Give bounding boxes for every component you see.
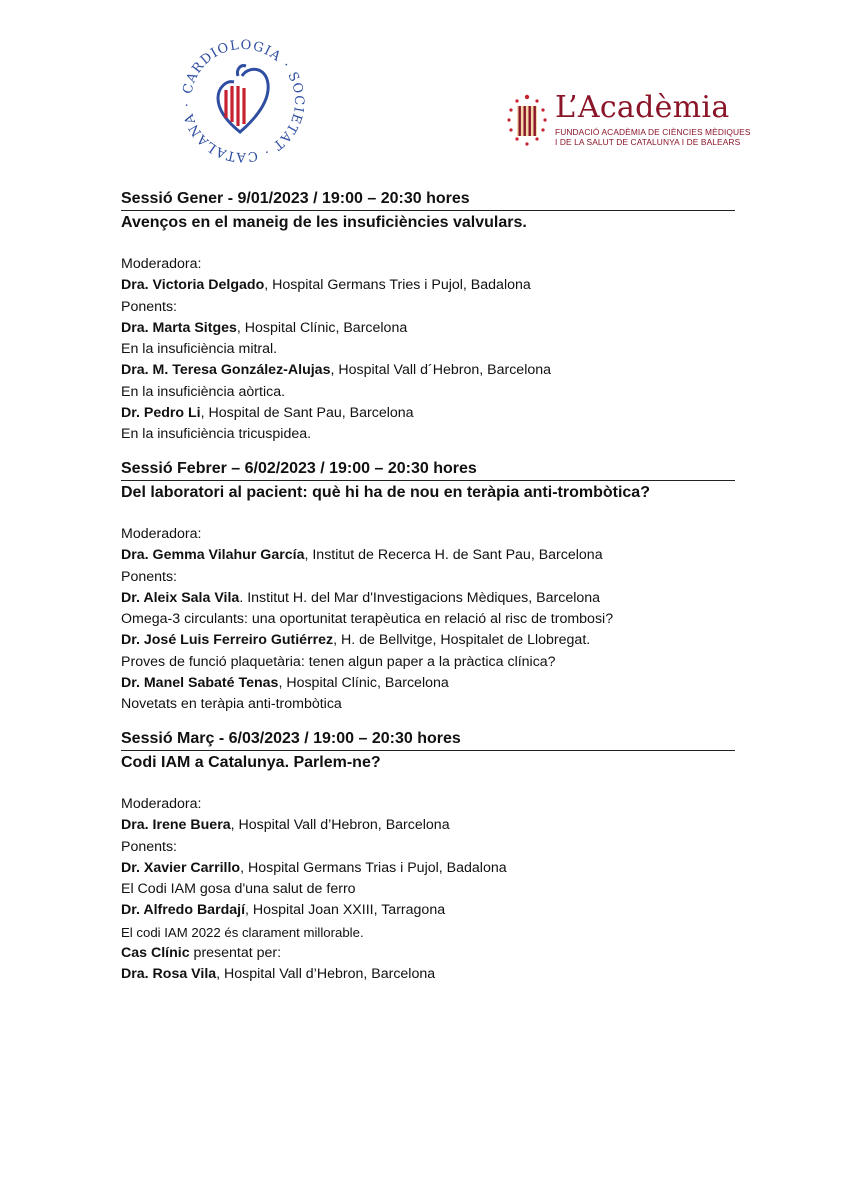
societat-catalana-cardiologia-logo bbox=[178, 36, 308, 166]
speaker-topic: El Codi IAM gosa d'una salut de ferro bbox=[121, 881, 356, 898]
speaker-line bbox=[121, 673, 735, 694]
moderator-line bbox=[121, 815, 735, 836]
session-march bbox=[121, 729, 735, 986]
case-presenter-line bbox=[121, 964, 735, 985]
moderator-line bbox=[121, 275, 735, 296]
speaker-affiliation: , Hospital de Sant Pau, Barcelona bbox=[200, 405, 414, 422]
session-body bbox=[121, 254, 735, 446]
speaker-affiliation: , Hospital Joan XXIII, Tarragona bbox=[245, 902, 446, 919]
speaker-topic: Omega-3 circulants: una oportunitat terapèutica en relació al risc de trombosi? bbox=[121, 611, 614, 628]
session-header: Sessió Gener - 9/01/2023 / 19:00 – 20:30 hores bbox=[121, 189, 735, 211]
ponents-label: Ponents: bbox=[121, 838, 178, 855]
speaker-topic: Proves de funció plaquetària: tenen algun paper a la pràctica clínica? bbox=[121, 653, 556, 670]
speaker-affiliation: , Hospital Germans Trias i Pujol, Badalona bbox=[240, 859, 507, 876]
case-line bbox=[121, 943, 735, 964]
speaker-line bbox=[121, 360, 735, 381]
ponents-label: Ponents: bbox=[121, 298, 178, 315]
session-title: Avenços en el maneig de les insuficiències valvulars. bbox=[121, 214, 527, 231]
speaker-line bbox=[121, 403, 735, 424]
academia-subtitle bbox=[555, 127, 751, 147]
session-title: Del laboratori al pacient: què hi ha de nou en teràpia anti-trombòtica? bbox=[121, 484, 650, 501]
moderator-affiliation: , Hospital Vall d’Hebron, Barcelona bbox=[230, 817, 450, 834]
speaker-affiliation: , Hospital Clínic, Barcelona bbox=[236, 319, 408, 336]
case-presenter-affiliation: , Hospital Vall d’Hebron, Barcelona bbox=[216, 966, 436, 983]
case-label: Cas Clínic bbox=[121, 945, 190, 962]
session-february bbox=[121, 459, 735, 716]
moderator-name: Dra. Irene Buera bbox=[121, 817, 231, 834]
case-presenter-name: Dra. Rosa Vila bbox=[121, 966, 217, 983]
ponents-label: Ponents: bbox=[121, 568, 178, 585]
speaker-line bbox=[121, 630, 735, 651]
session-header: Sessió Febrer – 6/02/2023 / 19:00 – 20:30 hores bbox=[121, 459, 735, 481]
speaker-name: Dra. Marta Sitges bbox=[121, 319, 237, 336]
speaker-name: Dr. Alfredo Bardají bbox=[121, 902, 246, 919]
speaker-line bbox=[121, 900, 735, 921]
speaker-affiliation: . Institut H. del Mar d'Investigacions Mèdiques, Barcelona bbox=[239, 589, 601, 606]
academia-logo bbox=[505, 90, 751, 152]
speaker-affiliation: , Hospital Clínic, Barcelona bbox=[278, 675, 449, 692]
speaker-line bbox=[121, 318, 735, 339]
moderator-name: Dra. Gemma Vilahur García bbox=[121, 547, 305, 564]
moderator-affiliation: , Institut de Recerca H. de Sant Pau, Barcelona bbox=[304, 547, 603, 564]
session-body bbox=[121, 794, 735, 986]
speaker-name: Dr. Xavier Carrillo bbox=[121, 859, 241, 876]
speaker-affiliation: , H. de Bellvitge, Hospitalet de Llobregat. bbox=[333, 632, 591, 649]
speaker-name: Dr. Pedro Li bbox=[121, 405, 201, 422]
moderator-affiliation: , Hospital Germans Tries i Pujol, Badalona bbox=[264, 277, 531, 294]
speaker-line bbox=[121, 588, 735, 609]
speaker-name: Dr. Manel Sabaté Tenas bbox=[121, 675, 279, 692]
case-rest: presentat per: bbox=[189, 945, 282, 962]
speaker-topic: En la insuficiència aòrtica. bbox=[121, 383, 286, 400]
session-header: Sessió Març - 6/03/2023 / 19:00 – 20:30 hores bbox=[121, 729, 735, 751]
speaker-name: Dra. M. Teresa González-Alujas bbox=[121, 362, 331, 379]
moderator-line bbox=[121, 545, 735, 566]
moderator-name: Dra. Victoria Delgado bbox=[121, 277, 265, 294]
speaker-line bbox=[121, 858, 735, 879]
session-january bbox=[121, 189, 735, 446]
academia-subtitle-line1: FUNDACIÓ ACADÈMIA DE CIÈNCIES MÈDIQUES bbox=[555, 127, 751, 137]
svg-text:CARDIOLOGIA · SOCIETAT · CATAL: CARDIOLOGIA · SOCIETAT · CATALANA · bbox=[179, 37, 307, 165]
moderator-label: Moderadora: bbox=[121, 256, 202, 272]
speaker-topic: En la insuficiència tricuspidea. bbox=[121, 426, 312, 443]
session-body bbox=[121, 524, 735, 716]
speaker-topic: Novetats en teràpia anti-trombòtica bbox=[121, 696, 342, 713]
speaker-name: Dr. Aleix Sala Vila bbox=[121, 589, 240, 606]
academia-emblem-icon bbox=[505, 92, 549, 150]
heart-seal-icon bbox=[178, 36, 308, 166]
speaker-affiliation: , Hospital Vall d´Hebron, Barcelona bbox=[330, 362, 552, 379]
academia-subtitle-line2: I DE LA SALUT DE CATALUNYA I DE BALEARS bbox=[555, 137, 741, 147]
speaker-topic: En la insuficiència mitral. bbox=[121, 341, 278, 358]
session-title: Codi IAM a Catalunya. Parlem-ne? bbox=[121, 754, 381, 771]
speaker-name: Dr. José Luis Ferreiro Gutiérrez bbox=[121, 632, 334, 649]
academia-brand-name: L’Acadèmia bbox=[555, 90, 730, 125]
moderator-label: Moderadora: bbox=[121, 526, 202, 542]
moderator-label: Moderadora: bbox=[121, 796, 202, 812]
speaker-topic: El codi IAM 2022 és clarament millorable. bbox=[121, 924, 364, 940]
